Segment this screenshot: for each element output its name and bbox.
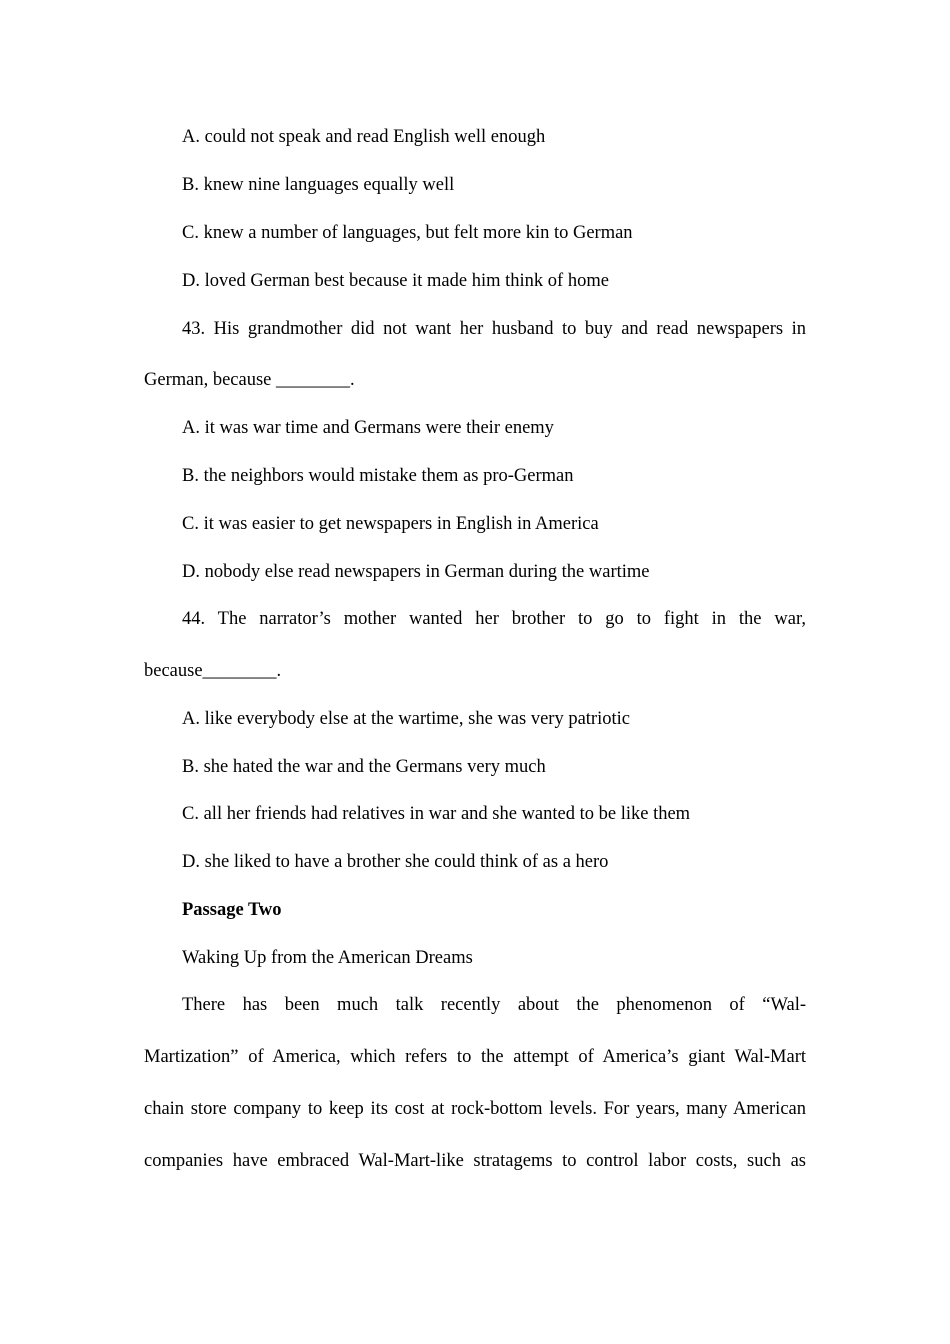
q43-option-d: D. nobody else read newspapers in German during the wartime	[182, 562, 650, 582]
passage-line-2: Martization” of America, which refers to the attempt of America’s giant Wal-Mart	[144, 1047, 806, 1067]
passage-line-1: There has been much talk recently about the phenomenon of “Wal-	[182, 995, 806, 1015]
q42-option-c: C. knew a number of languages, but felt more kin to German	[182, 223, 633, 243]
q43-option-a: A. it was war time and Germans were their enemy	[182, 418, 554, 438]
q43-option-c: C. it was easier to get newspapers in English in America	[182, 514, 599, 534]
q44-option-b: B. she hated the war and the Germans very much	[182, 757, 546, 777]
q43-stem-line2: German, because ________.	[144, 370, 355, 390]
q42-option-d: D. loved German best because it made him think of home	[182, 271, 609, 291]
q44-option-a: A. like everybody else at the wartime, she was very patriotic	[182, 709, 630, 729]
q44-stem-line2: because________.	[144, 661, 282, 681]
q42-option-a: A. could not speak and read English well enough	[182, 127, 546, 147]
q42-option-b: B. knew nine languages equally well	[182, 175, 455, 195]
passage-heading: Passage Two	[182, 900, 282, 920]
q44-option-d: D. she liked to have a brother she could think of as a hero	[182, 852, 609, 872]
passage-line-3: chain store company to keep its cost at rock-bottom levels. For years, many American	[144, 1099, 806, 1119]
passage-title: Waking Up from the American Dreams	[182, 948, 473, 968]
q43-stem-line1: 43. His grandmother did not want her husband to buy and read newspapers in	[182, 319, 806, 339]
passage-line-4: companies have embraced Wal-Mart-like stratagems to control labor costs, such as	[144, 1151, 806, 1171]
q44-stem-line1: 44. The narrator’s mother wanted her brother to go to fight in the war,	[182, 609, 806, 629]
q44-option-c: C. all her friends had relatives in war and she wanted to be like them	[182, 804, 691, 824]
q43-option-b: B. the neighbors would mistake them as pro-German	[182, 466, 574, 486]
